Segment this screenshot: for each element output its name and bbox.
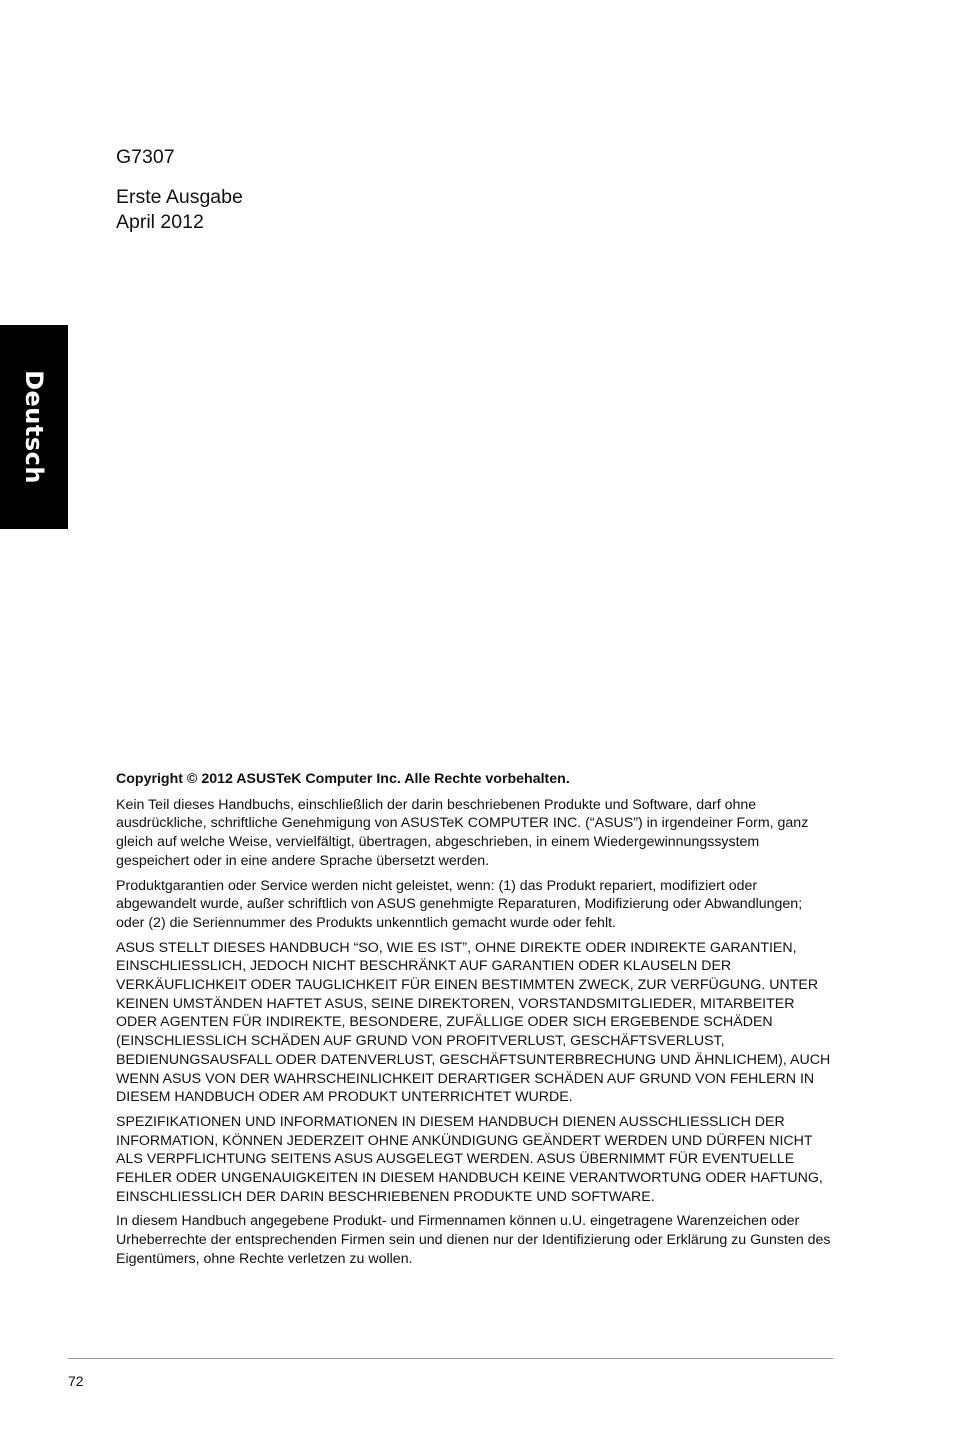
legal-paragraph-trademarks: In diesem Handbuch angegebene Produkt- und Firmennamen können u.U. eingetragene Warenzeichen oder Urheberrechte der entsprechenden Firmen sein und dienen nur der Identifizierung oder Erklärung zu Gunsten des Eigentümers, ohne Rechte verletzen zu wollen. (116, 1213, 831, 1267)
page-number: 72 (68, 1373, 84, 1389)
language-tab-label: Deutsch (20, 370, 48, 484)
legal-paragraph-specifications: SPEZIFIKATIONEN UND INFORMATIONEN IN DIESEM HANDBUCH DIENEN AUSSCHLIESSLICH DER INFORMATION, KÖNNEN JEDERZEIT OHNE ANKÜNDIGUNG GEÄNDERT WERDEN UND DÜRFEN NICHT ALS VERPFLICHTUNG SEITENS ASUS AUSGELEGT WERDEN. ASUS ÜBERNIMMT FÜR EVENTUELLE FEHLER ODER UNGENAUIGKEITEN IN DIESEM HANDBUCH KEINE VERANTWORTUNG ODER HAFTUNG, EINSCHLIESSLICH DER DARIN BESCHRIEBENEN PRODUKTE UND SOFTWARE. (116, 1113, 823, 1205)
language-side-tab (0, 325, 68, 529)
copyright-notice: Copyright © 2012 ASUSTeK Computer Inc. Alle Rechte vorbehalten. (116, 771, 570, 787)
publication-date: April 2012 (116, 211, 204, 233)
footer-divider (68, 1358, 833, 1359)
legal-paragraph-reproduction: Kein Teil dieses Handbuchs, einschließlich der darin beschriebenen Produkte und Software, darf ohne ausdrückliche, schriftliche Genehmigung von ASUSTeK COMPUTER INC. (“ASUS”) in irgendeiner Form, ganz gleich auf welche Weise, vervielfältigt, übertragen, abgeschrieben, in einem Wiedergewinnungssystem gespeichert oder in eine andere Sprache übersetzt werden. (116, 796, 809, 869)
edition-label: Erste Ausgabe (116, 186, 243, 208)
document-header (116, 145, 243, 235)
legal-notice (116, 770, 831, 1275)
legal-paragraph-warranty: Produktgarantien oder Service werden nicht geleistet, wenn: (1) das Produkt repariert, modifiziert oder abgewandelt wurde, außer schriftlich von ASUS genehmigte Reparaturen, Modifizierung oder Abwandlungen; oder (2) die Seriennummer des Produkts unkenntlich gemacht wurde oder fehlt. (116, 877, 803, 931)
legal-paragraph-disclaimer: ASUS STELLT DIESES HANDBUCH “SO, WIE ES IST”, OHNE DIREKTE ODER INDIREKTE GARANTIEN, EINSCHLIESSLICH, JEDOCH NICHT BESCHRÄNKT AUF GARANTIEN ODER KLAUSELN DER VERKÄUFLICHKEIT ODER TAUGLICHKEIT FÜR EINEN BESTIMMTEN ZWECK, ZUR VERFÜGUNG. UNTER KEINEN UMSTÄNDEN HAFTET ASUS, SEINE DIREKTOREN, VORSTANDSMITGLIEDER, MITARBEITER ODER AGENTEN FÜR INDIREKTE, BESONDERE, ZUFÄLLIGE ODER SICH ERGEBENDE SCHÄDEN (EINSCHLIESSLICH SCHÄDEN AUF GRUND VON PROFITVERLUST, GESCHÄFTSVERLUST, BEDIENUNGSAUSFALL ODER DATENVERLUST, GESCHÄFTSUNTERBRECHUNG UND ÄHNLICHEM), AUCH WENN ASUS VON DER WAHRSCHEINLICHKEIT DERARTIGER SCHÄDEN AUF GRUND VON FEHLERN IN DIESEM HANDBUCH ODER AM PRODUKT UNTERRICHTET WURDE. (116, 939, 831, 1106)
model-name: G7307 (116, 146, 175, 168)
